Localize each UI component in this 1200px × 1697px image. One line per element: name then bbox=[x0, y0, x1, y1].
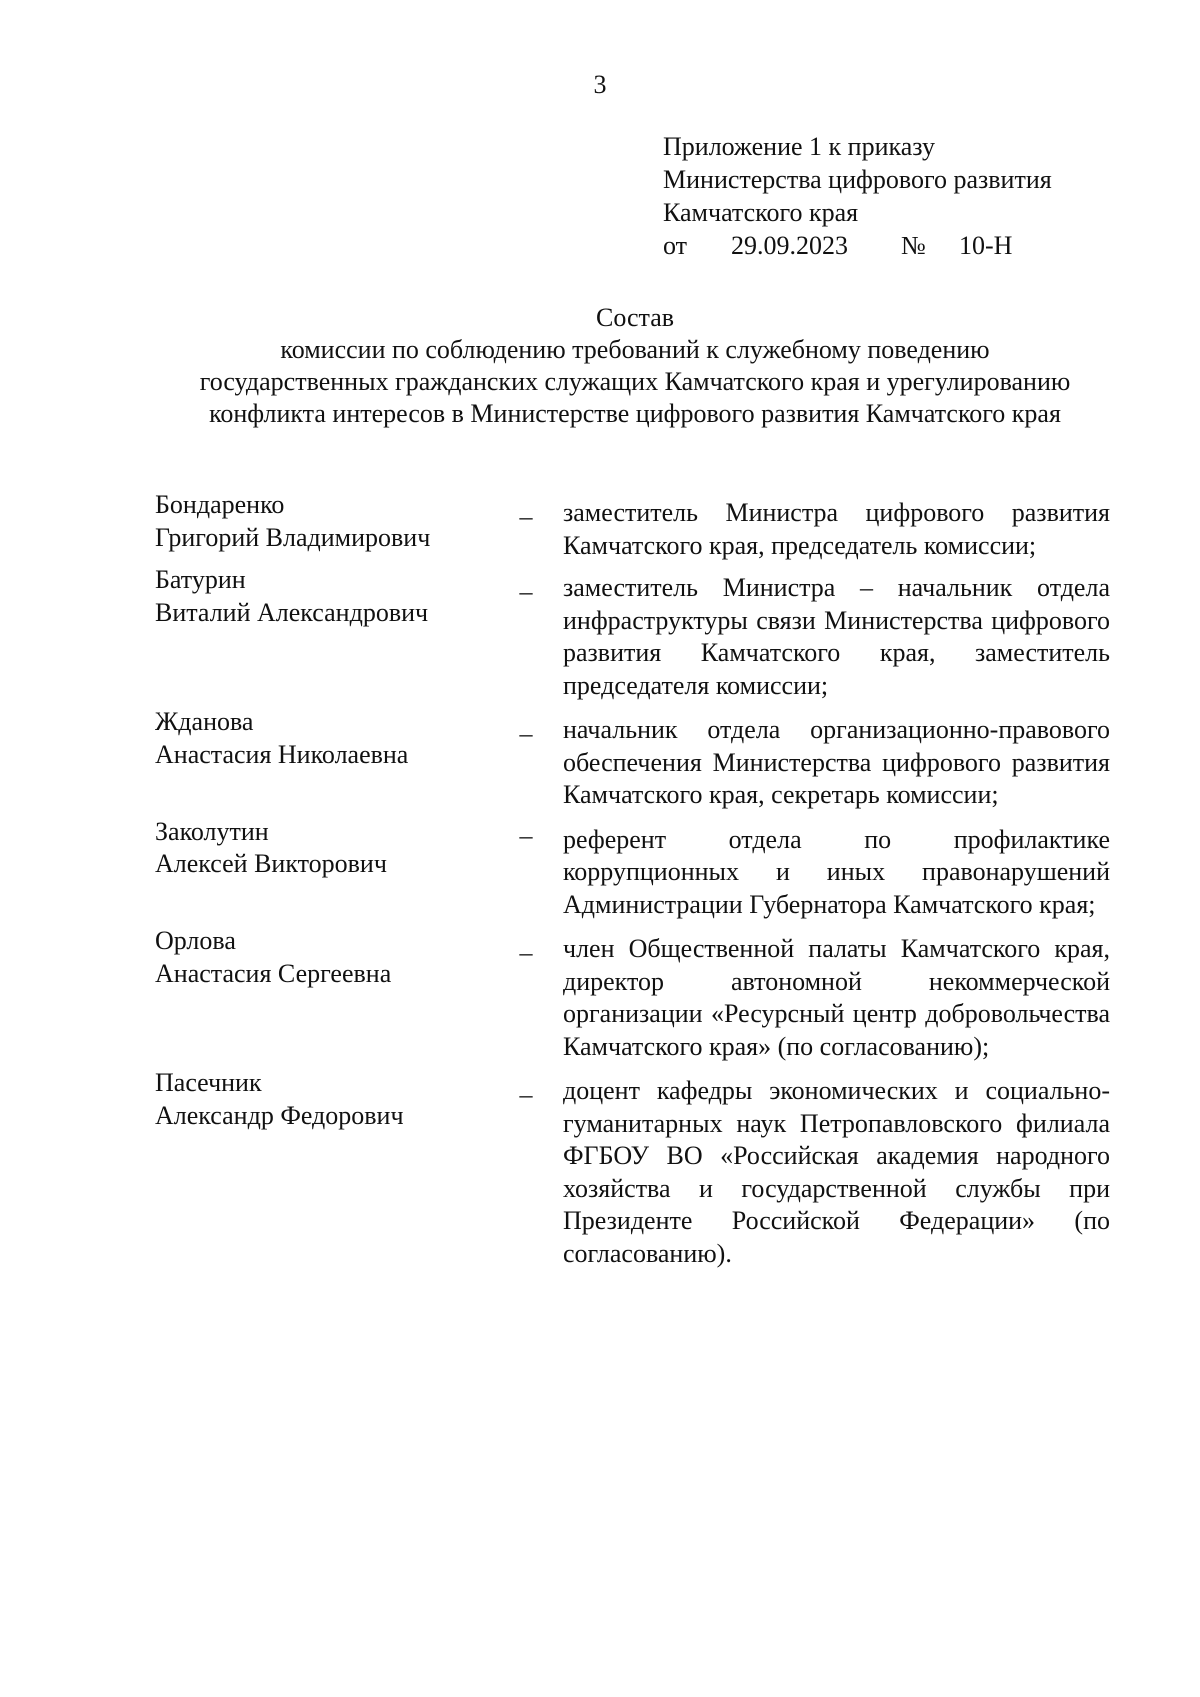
title-line-3: конфликта интересов в Министерстве цифрового развития Камчатского края bbox=[209, 399, 1061, 428]
document-title bbox=[120, 302, 1150, 430]
member-dash: – bbox=[519, 938, 533, 967]
appendix-line-2: Министерства цифрового развития bbox=[663, 165, 1052, 194]
member-role: заместитель Министра цифрового развития Камчатского края, председатель комиссии; bbox=[563, 498, 1110, 560]
member-name bbox=[155, 489, 515, 554]
title-heading: Состав bbox=[595, 303, 675, 332]
member-surname: Бондаренко bbox=[155, 490, 285, 519]
title-line-2: государственных гражданских служащих Камчатского края и урегулированию bbox=[199, 367, 1071, 396]
title-line-1: комиссии по соблюдению требований к служебному поведению bbox=[280, 335, 990, 364]
member-name bbox=[155, 1067, 515, 1132]
order-reference bbox=[663, 229, 1052, 262]
member-role: референт отдела по профилактике коррупционных и иных правонарушений Администрации Губернатора Камчатского края; bbox=[563, 824, 1110, 919]
member-name bbox=[155, 564, 515, 629]
member-given-names: Александр Федорович bbox=[155, 1100, 404, 1130]
member-dash: – bbox=[519, 502, 533, 531]
member-given-names: Виталий Александрович bbox=[155, 597, 429, 627]
member-surname: Батурин bbox=[155, 565, 246, 594]
order-prefix: от bbox=[663, 231, 688, 260]
member-role: доцент кафедры экономических и социально-гуманитарных наук Петропавловского филиала ФГБОУ ВО «Российская академия народного хозяйства и государственной службы при Президенте Российской Федерации» (по согласованию). bbox=[563, 1076, 1110, 1268]
member-role: начальник отдела организационно-правового обеспечения Министерства цифрового развития Камчатского края, секретарь комиссии; bbox=[563, 715, 1110, 809]
appendix-line-3: Камчатского края bbox=[663, 198, 859, 227]
member-given-names: Анастасия Сергеевна bbox=[155, 958, 392, 988]
member-entry bbox=[155, 1068, 1110, 1270]
member-role: заместитель Министра – начальник отдела инфраструктуры связи Министерства цифрового развития Камчатского края, заместитель председателя комиссии; bbox=[563, 573, 1110, 700]
order-number-sign: № bbox=[901, 231, 926, 260]
page-number: 3 bbox=[593, 70, 607, 99]
member-dash: – bbox=[519, 719, 533, 748]
member-surname: Пасечник bbox=[155, 1068, 262, 1097]
member-given-names: Алексей Викторович bbox=[155, 849, 387, 878]
member-dash: – bbox=[519, 820, 533, 850]
member-role: член Общественной палаты Камчатского края, директор автономной некоммерческой организации «Ресурсный центр добровольчества Камчатского края» (по согласованию); bbox=[563, 934, 1110, 1061]
member-surname: Заколутин bbox=[155, 816, 269, 846]
member-entry bbox=[155, 926, 1110, 1063]
member-name bbox=[155, 925, 515, 990]
member-given-names: Анастасия Николаевна bbox=[155, 739, 409, 769]
member-name bbox=[155, 706, 515, 771]
member-dash: – bbox=[519, 1080, 533, 1109]
member-entry bbox=[155, 816, 1110, 922]
member-entry bbox=[155, 565, 1110, 702]
member-entry bbox=[155, 490, 1110, 562]
member-dash: – bbox=[519, 577, 533, 606]
appendix-header bbox=[663, 130, 1052, 262]
member-entry bbox=[155, 707, 1110, 812]
order-date: 29.09.2023 bbox=[731, 231, 848, 260]
appendix-line-1: Приложение 1 к приказу bbox=[663, 132, 936, 161]
member-surname: Орлова bbox=[155, 926, 236, 955]
member-given-names: Григорий Владимирович bbox=[155, 522, 431, 552]
commission-members-list bbox=[155, 490, 1110, 1270]
member-surname: Жданова bbox=[155, 707, 254, 736]
member-name bbox=[155, 816, 515, 881]
order-number: 10-Н bbox=[959, 231, 1013, 260]
